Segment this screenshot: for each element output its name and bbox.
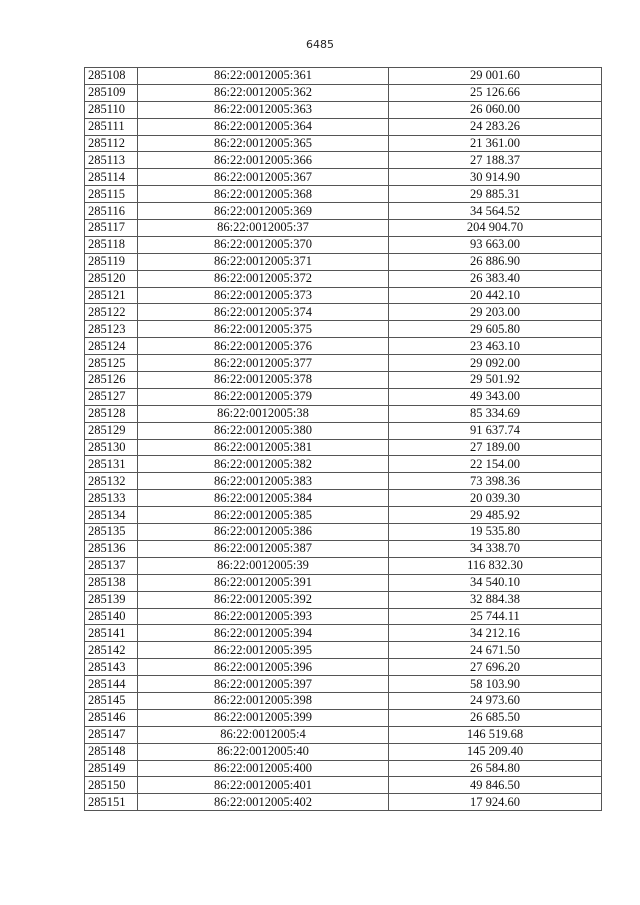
table-row bbox=[85, 540, 602, 557]
cadastral-number-cell: 86:22:0012005:395 bbox=[138, 642, 389, 659]
table-row bbox=[85, 372, 602, 389]
records-table-container bbox=[84, 67, 602, 811]
table-row bbox=[85, 456, 602, 473]
cadastral-number-cell: 86:22:0012005:401 bbox=[138, 777, 389, 794]
table-row bbox=[85, 338, 602, 355]
cadastral-number-cell: 86:22:0012005:367 bbox=[138, 169, 389, 186]
cadastral-number-cell: 86:22:0012005:372 bbox=[138, 270, 389, 287]
table-row bbox=[85, 236, 602, 253]
value-cell: 25 744.11 bbox=[389, 608, 602, 625]
table-row bbox=[85, 557, 602, 574]
row-id-cell: 285125 bbox=[85, 355, 138, 372]
value-cell: 26 685.50 bbox=[389, 709, 602, 726]
cadastral-number-cell: 86:22:0012005:379 bbox=[138, 388, 389, 405]
row-id-cell: 285109 bbox=[85, 84, 138, 101]
value-cell: 25 126.66 bbox=[389, 84, 602, 101]
cadastral-number-cell: 86:22:0012005:40 bbox=[138, 743, 389, 760]
table-row bbox=[85, 709, 602, 726]
row-id-cell: 285127 bbox=[85, 388, 138, 405]
cadastral-number-cell: 86:22:0012005:363 bbox=[138, 101, 389, 118]
table-row bbox=[85, 490, 602, 507]
table-row bbox=[85, 439, 602, 456]
cadastral-number-cell: 86:22:0012005:361 bbox=[138, 68, 389, 85]
row-id-cell: 285146 bbox=[85, 709, 138, 726]
table-row bbox=[85, 473, 602, 490]
value-cell: 19 535.80 bbox=[389, 524, 602, 541]
row-id-cell: 285132 bbox=[85, 473, 138, 490]
table-row bbox=[85, 574, 602, 591]
value-cell: 26 383.40 bbox=[389, 270, 602, 287]
value-cell: 26 584.80 bbox=[389, 760, 602, 777]
cadastral-number-cell: 86:22:0012005:400 bbox=[138, 760, 389, 777]
table-row bbox=[85, 777, 602, 794]
value-cell: 24 973.60 bbox=[389, 692, 602, 709]
table-row bbox=[85, 152, 602, 169]
value-cell: 32 884.38 bbox=[389, 591, 602, 608]
value-cell: 27 696.20 bbox=[389, 659, 602, 676]
cadastral-number-cell: 86:22:0012005:39 bbox=[138, 557, 389, 574]
table-row bbox=[85, 405, 602, 422]
table-row bbox=[85, 659, 602, 676]
table-row bbox=[85, 287, 602, 304]
table-row bbox=[85, 794, 602, 811]
cadastral-number-cell: 86:22:0012005:366 bbox=[138, 152, 389, 169]
value-cell: 49 846.50 bbox=[389, 777, 602, 794]
cadastral-number-cell: 86:22:0012005:368 bbox=[138, 186, 389, 203]
value-cell: 29 203.00 bbox=[389, 304, 602, 321]
cadastral-number-cell: 86:22:0012005:394 bbox=[138, 625, 389, 642]
cadastral-number-cell: 86:22:0012005:365 bbox=[138, 135, 389, 152]
value-cell: 146 519.68 bbox=[389, 726, 602, 743]
value-cell: 27 189.00 bbox=[389, 439, 602, 456]
cadastral-number-cell: 86:22:0012005:380 bbox=[138, 422, 389, 439]
cadastral-number-cell: 86:22:0012005:378 bbox=[138, 372, 389, 389]
row-id-cell: 285133 bbox=[85, 490, 138, 507]
table-row bbox=[85, 220, 602, 237]
table-row bbox=[85, 135, 602, 152]
row-id-cell: 285121 bbox=[85, 287, 138, 304]
table-row bbox=[85, 608, 602, 625]
cadastral-number-cell: 86:22:0012005:385 bbox=[138, 507, 389, 524]
cadastral-number-cell: 86:22:0012005:37 bbox=[138, 220, 389, 237]
row-id-cell: 285117 bbox=[85, 220, 138, 237]
row-id-cell: 285110 bbox=[85, 101, 138, 118]
row-id-cell: 285111 bbox=[85, 118, 138, 135]
row-id-cell: 285151 bbox=[85, 794, 138, 811]
row-id-cell: 285148 bbox=[85, 743, 138, 760]
value-cell: 29 092.00 bbox=[389, 355, 602, 372]
row-id-cell: 285131 bbox=[85, 456, 138, 473]
cadastral-number-cell: 86:22:0012005:375 bbox=[138, 321, 389, 338]
cadastral-number-cell: 86:22:0012005:377 bbox=[138, 355, 389, 372]
value-cell: 204 904.70 bbox=[389, 220, 602, 237]
value-cell: 34 338.70 bbox=[389, 540, 602, 557]
cadastral-number-cell: 86:22:0012005:393 bbox=[138, 608, 389, 625]
table-row bbox=[85, 388, 602, 405]
row-id-cell: 285129 bbox=[85, 422, 138, 439]
row-id-cell: 285122 bbox=[85, 304, 138, 321]
value-cell: 29 485.92 bbox=[389, 507, 602, 524]
table-row bbox=[85, 270, 602, 287]
value-cell: 93 663.00 bbox=[389, 236, 602, 253]
row-id-cell: 285123 bbox=[85, 321, 138, 338]
value-cell: 23 463.10 bbox=[389, 338, 602, 355]
value-cell: 17 924.60 bbox=[389, 794, 602, 811]
cadastral-number-cell: 86:22:0012005:386 bbox=[138, 524, 389, 541]
row-id-cell: 285128 bbox=[85, 405, 138, 422]
value-cell: 20 442.10 bbox=[389, 287, 602, 304]
row-id-cell: 285135 bbox=[85, 524, 138, 541]
cadastral-number-cell: 86:22:0012005:399 bbox=[138, 709, 389, 726]
table-row bbox=[85, 692, 602, 709]
value-cell: 29 501.92 bbox=[389, 372, 602, 389]
table-row bbox=[85, 760, 602, 777]
cadastral-number-cell: 86:22:0012005:402 bbox=[138, 794, 389, 811]
row-id-cell: 285140 bbox=[85, 608, 138, 625]
row-id-cell: 285112 bbox=[85, 135, 138, 152]
row-id-cell: 285143 bbox=[85, 659, 138, 676]
row-id-cell: 285124 bbox=[85, 338, 138, 355]
value-cell: 26 060.00 bbox=[389, 101, 602, 118]
table-row bbox=[85, 68, 602, 85]
cadastral-number-cell: 86:22:0012005:38 bbox=[138, 405, 389, 422]
row-id-cell: 285116 bbox=[85, 203, 138, 220]
table-row bbox=[85, 676, 602, 693]
row-id-cell: 285149 bbox=[85, 760, 138, 777]
value-cell: 29 605.80 bbox=[389, 321, 602, 338]
cadastral-number-cell: 86:22:0012005:369 bbox=[138, 203, 389, 220]
table-row bbox=[85, 625, 602, 642]
table-row bbox=[85, 304, 602, 321]
cadastral-number-cell: 86:22:0012005:382 bbox=[138, 456, 389, 473]
value-cell: 49 343.00 bbox=[389, 388, 602, 405]
value-cell: 91 637.74 bbox=[389, 422, 602, 439]
value-cell: 24 283.26 bbox=[389, 118, 602, 135]
table-row bbox=[85, 321, 602, 338]
row-id-cell: 285115 bbox=[85, 186, 138, 203]
value-cell: 73 398.36 bbox=[389, 473, 602, 490]
row-id-cell: 285142 bbox=[85, 642, 138, 659]
cadastral-number-cell: 86:22:0012005:376 bbox=[138, 338, 389, 355]
row-id-cell: 285130 bbox=[85, 439, 138, 456]
cadastral-number-cell: 86:22:0012005:370 bbox=[138, 236, 389, 253]
value-cell: 85 334.69 bbox=[389, 405, 602, 422]
value-cell: 20 039.30 bbox=[389, 490, 602, 507]
table-row bbox=[85, 642, 602, 659]
table-row bbox=[85, 203, 602, 220]
row-id-cell: 285118 bbox=[85, 236, 138, 253]
row-id-cell: 285120 bbox=[85, 270, 138, 287]
cadastral-number-cell: 86:22:0012005:397 bbox=[138, 676, 389, 693]
table-row bbox=[85, 355, 602, 372]
table-row bbox=[85, 186, 602, 203]
value-cell: 58 103.90 bbox=[389, 676, 602, 693]
value-cell: 24 671.50 bbox=[389, 642, 602, 659]
records-table-body bbox=[85, 68, 602, 811]
cadastral-number-cell: 86:22:0012005:374 bbox=[138, 304, 389, 321]
value-cell: 145 209.40 bbox=[389, 743, 602, 760]
row-id-cell: 285150 bbox=[85, 777, 138, 794]
row-id-cell: 285134 bbox=[85, 507, 138, 524]
value-cell: 34 564.52 bbox=[389, 203, 602, 220]
table-row bbox=[85, 84, 602, 101]
cadastral-number-cell: 86:22:0012005:373 bbox=[138, 287, 389, 304]
cadastral-number-cell: 86:22:0012005:381 bbox=[138, 439, 389, 456]
row-id-cell: 285139 bbox=[85, 591, 138, 608]
table-row bbox=[85, 253, 602, 270]
value-cell: 21 361.00 bbox=[389, 135, 602, 152]
value-cell: 29 001.60 bbox=[389, 68, 602, 85]
cadastral-number-cell: 86:22:0012005:4 bbox=[138, 726, 389, 743]
row-id-cell: 285141 bbox=[85, 625, 138, 642]
row-id-cell: 285145 bbox=[85, 692, 138, 709]
table-row bbox=[85, 118, 602, 135]
row-id-cell: 285119 bbox=[85, 253, 138, 270]
cadastral-number-cell: 86:22:0012005:387 bbox=[138, 540, 389, 557]
value-cell: 22 154.00 bbox=[389, 456, 602, 473]
page-number: 6485 bbox=[306, 38, 334, 51]
cadastral-number-cell: 86:22:0012005:371 bbox=[138, 253, 389, 270]
row-id-cell: 285113 bbox=[85, 152, 138, 169]
cadastral-number-cell: 86:22:0012005:398 bbox=[138, 692, 389, 709]
row-id-cell: 285144 bbox=[85, 676, 138, 693]
value-cell: 34 212.16 bbox=[389, 625, 602, 642]
table-row bbox=[85, 101, 602, 118]
records-table bbox=[84, 67, 602, 811]
table-row bbox=[85, 591, 602, 608]
cadastral-number-cell: 86:22:0012005:362 bbox=[138, 84, 389, 101]
row-id-cell: 285136 bbox=[85, 540, 138, 557]
value-cell: 34 540.10 bbox=[389, 574, 602, 591]
cadastral-number-cell: 86:22:0012005:364 bbox=[138, 118, 389, 135]
table-row bbox=[85, 422, 602, 439]
table-row bbox=[85, 507, 602, 524]
value-cell: 116 832.30 bbox=[389, 557, 602, 574]
row-id-cell: 285138 bbox=[85, 574, 138, 591]
cadastral-number-cell: 86:22:0012005:383 bbox=[138, 473, 389, 490]
cadastral-number-cell: 86:22:0012005:391 bbox=[138, 574, 389, 591]
value-cell: 30 914.90 bbox=[389, 169, 602, 186]
table-row bbox=[85, 524, 602, 541]
table-row bbox=[85, 169, 602, 186]
cadastral-number-cell: 86:22:0012005:396 bbox=[138, 659, 389, 676]
value-cell: 29 885.31 bbox=[389, 186, 602, 203]
cadastral-number-cell: 86:22:0012005:392 bbox=[138, 591, 389, 608]
row-id-cell: 285108 bbox=[85, 68, 138, 85]
value-cell: 27 188.37 bbox=[389, 152, 602, 169]
row-id-cell: 285126 bbox=[85, 372, 138, 389]
row-id-cell: 285147 bbox=[85, 726, 138, 743]
table-row bbox=[85, 743, 602, 760]
row-id-cell: 285137 bbox=[85, 557, 138, 574]
cadastral-number-cell: 86:22:0012005:384 bbox=[138, 490, 389, 507]
row-id-cell: 285114 bbox=[85, 169, 138, 186]
table-row bbox=[85, 726, 602, 743]
value-cell: 26 886.90 bbox=[389, 253, 602, 270]
